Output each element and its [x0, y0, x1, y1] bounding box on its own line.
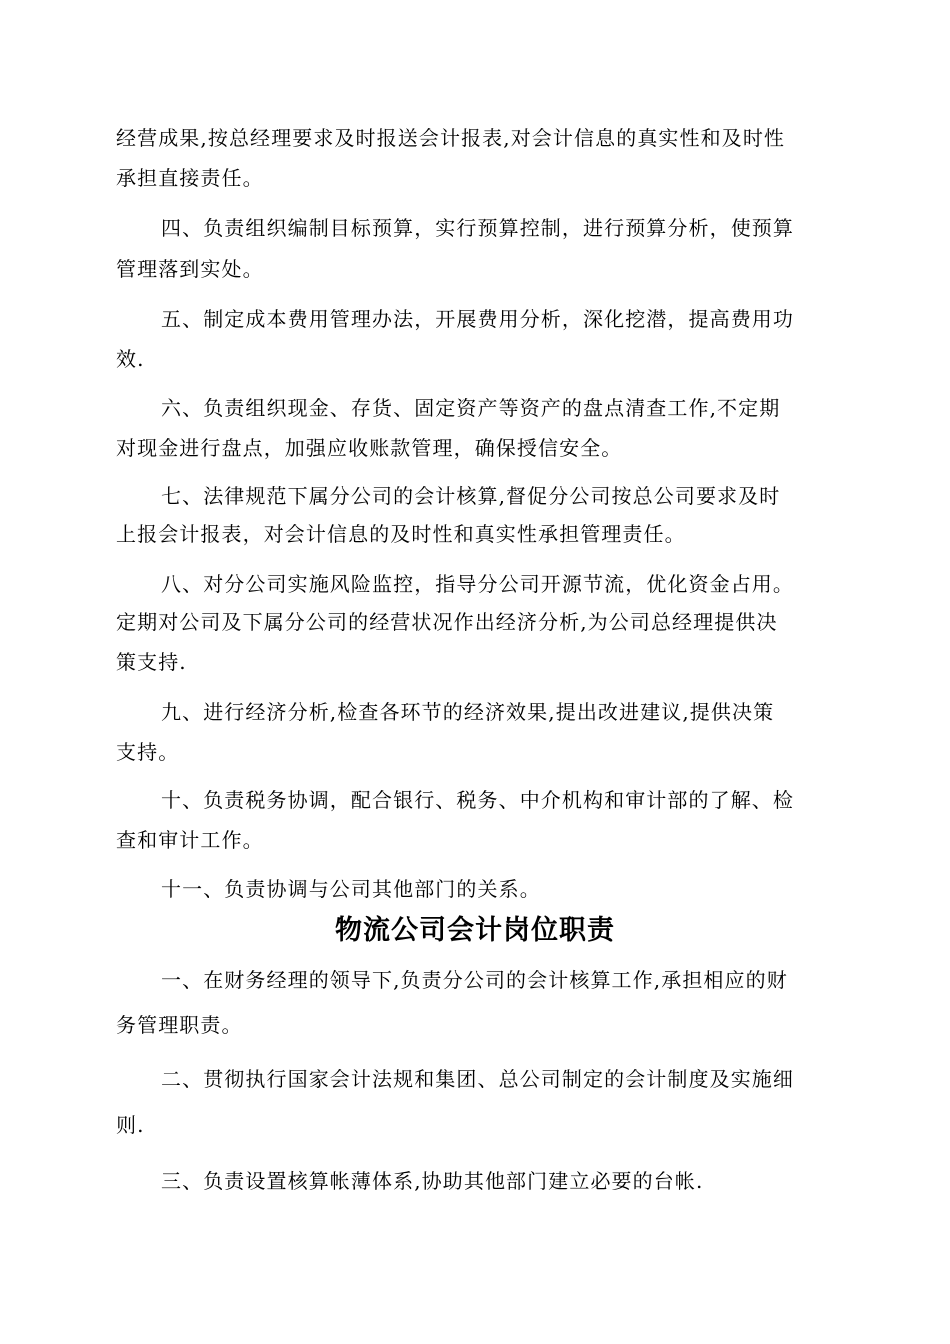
paragraph-8-line-1: 八、对分公司实施风险监控，指导分公司开源节流，优化资金占用。 — [161, 572, 794, 596]
duty-1-line-1: 一、在财务经理的领导下,负责分公司的会计核算工作,承担相应的财 — [161, 968, 788, 992]
paragraph-10-line-1: 十、负责税务协调，配合银行、税务、中介机构和审计部的了解、检 — [161, 788, 794, 812]
duty-3-line-1: 三、负责设置核算帐薄体系,协助其他部门建立必要的台帐. — [161, 1169, 704, 1193]
paragraph-10-line-2: 查和审计工作。 — [116, 828, 264, 852]
paragraph-9-line-1: 九、进行经济分析,检查各环节的经济效果,提出改进建议,提供决策 — [161, 700, 775, 724]
paragraph-9-line-2: 支持。 — [116, 740, 180, 764]
duty-1-line-2: 务管理职责。 — [116, 1013, 243, 1037]
paragraph-7-line-2: 上报会计报表，对会计信息的及时性和真实性承担管理责任。 — [116, 522, 686, 546]
paragraph-4-line-1: 四、负责组织编制目标预算，实行预算控制，进行预算分析，使预算 — [161, 216, 794, 240]
paragraph-11-line-1: 十一、负责协调与公司其他部门的关系。 — [161, 877, 541, 901]
paragraph-7-line-1: 七、法律规范下属分公司的会计核算,督促分公司按总公司要求及时 — [161, 484, 781, 508]
paragraph-8-line-3: 策支持. — [116, 650, 187, 674]
paragraph-6-line-2: 对现金进行盘点，加强应收账款管理，确保授信安全。 — [116, 436, 623, 460]
paragraph-6-line-1: 六、负责组织现金、存货、固定资产等资产的盘点清查工作,不定期 — [161, 396, 781, 420]
paragraph-3-line-2: 经营成果,按总经理要求及时报送会计报表,对会计信息的真实性和及时性 — [116, 126, 786, 150]
paragraph-3-line-3: 承担直接责任。 — [116, 166, 264, 190]
duty-2-line-1: 二、贯彻执行国家会计法规和集团、总公司制定的会计制度及实施细 — [161, 1067, 794, 1091]
paragraph-5-line-1: 五、制定成本费用管理办法，开展费用分析，深化挖潜，提高费用功 — [161, 307, 794, 331]
section-heading: 物流公司会计岗位职责 — [335, 915, 615, 946]
paragraph-8-line-2: 定期对公司及下属分公司的经营状况作出经济分析,为公司总经理提供决 — [116, 610, 778, 634]
paragraph-4-line-2: 管理落到实处。 — [116, 257, 264, 281]
paragraph-5-line-2: 效. — [116, 347, 145, 371]
duty-2-line-2: 则. — [116, 1113, 145, 1137]
